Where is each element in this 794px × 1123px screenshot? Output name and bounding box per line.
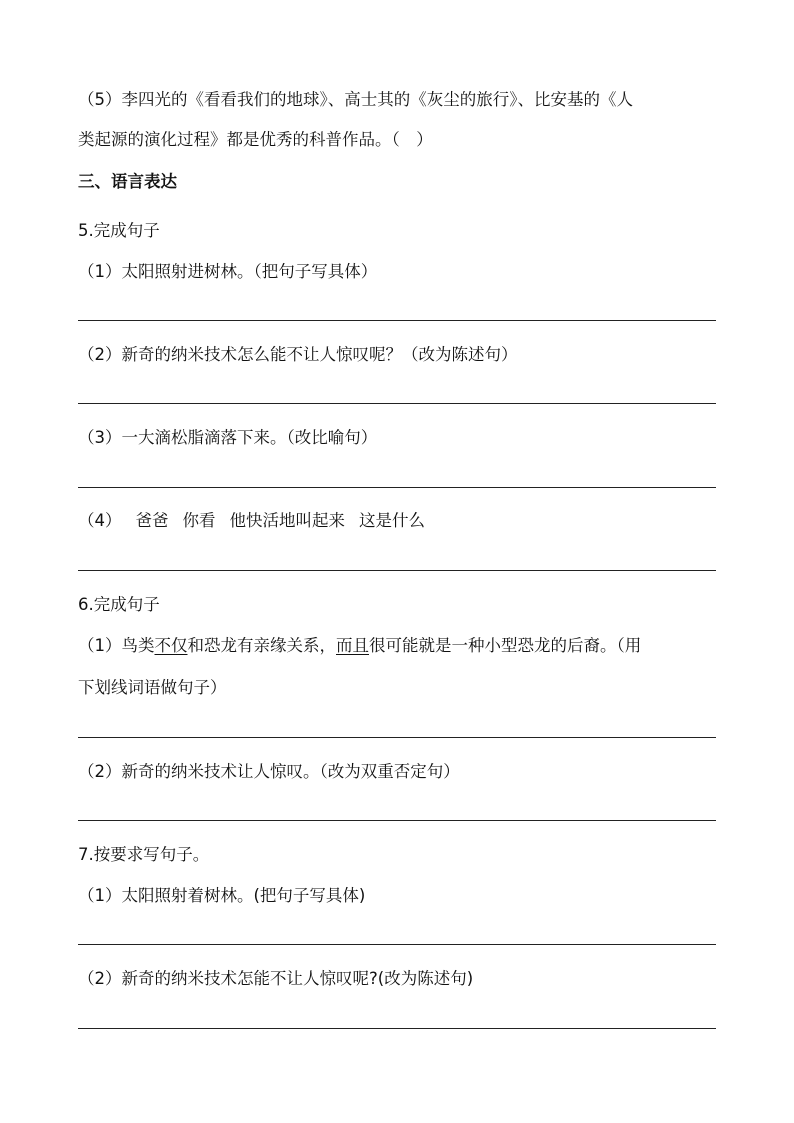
q7-item2: （2）新奇的纳米技术怎能不让人惊叹呢?(改为陈述句)	[78, 969, 474, 988]
q6-item1-text: （1）鸟类	[78, 636, 155, 655]
q7-item1: （1）太阳照射着树林。(把句子写具体)	[78, 886, 366, 905]
answer-line[interactable]	[78, 403, 716, 404]
q5-item4-part: 你看	[182, 511, 216, 530]
q5-item1: （1）太阳照射进树林。（把句子写具体）	[78, 262, 378, 281]
q6-item2: （2）新奇的纳米技术让人惊叹。（改为双重否定句）	[78, 762, 460, 781]
answer-line[interactable]	[78, 820, 716, 821]
answer-line[interactable]	[78, 737, 716, 738]
section3-title: 三、语言表达	[78, 172, 177, 191]
underlined-word: 而且	[336, 636, 369, 655]
q5-item3: （3）一大滴松脂滴落下来。（改比喻句）	[78, 428, 378, 447]
q5-item4-part: 这是什么	[359, 511, 425, 530]
q5-item4-prefix: （4）	[78, 511, 122, 530]
q4-item5-line1: （5）李四光的《看看我们的地球》、高士其的《灰尘的旅行》、比安基的《人	[78, 90, 633, 109]
q5-title: 5.完成句子	[78, 221, 160, 240]
answer-line[interactable]	[78, 570, 716, 571]
q5-item4-part: 爸爸	[135, 511, 169, 530]
q5-item2: （2）新奇的纳米技术怎么能不让人惊叹呢？（改为陈述句）	[78, 345, 518, 364]
answer-line[interactable]	[78, 1028, 716, 1029]
q6-item1-line1	[78, 634, 641, 658]
q6-item1-line2: 下划线词语做句子）	[78, 678, 227, 697]
q5-item4	[78, 509, 425, 533]
q5-item4-part: 他快活地叫起来	[229, 511, 345, 530]
q6-item1-text: 很可能就是一种小型恐龙的后裔。（用	[369, 636, 642, 655]
q4-item5-line2: 类起源的演化过程》都是优秀的科普作品。（ ）	[78, 130, 433, 149]
answer-line[interactable]	[78, 487, 716, 488]
q6-title: 6.完成句子	[78, 595, 160, 614]
q7-title: 7.按要求写句子。	[78, 845, 210, 864]
answer-line[interactable]	[78, 944, 716, 945]
answer-line[interactable]	[78, 320, 716, 321]
q6-item1-text: 和恐龙有亲缘关系，	[187, 636, 336, 655]
underlined-word: 不仅	[154, 636, 188, 655]
